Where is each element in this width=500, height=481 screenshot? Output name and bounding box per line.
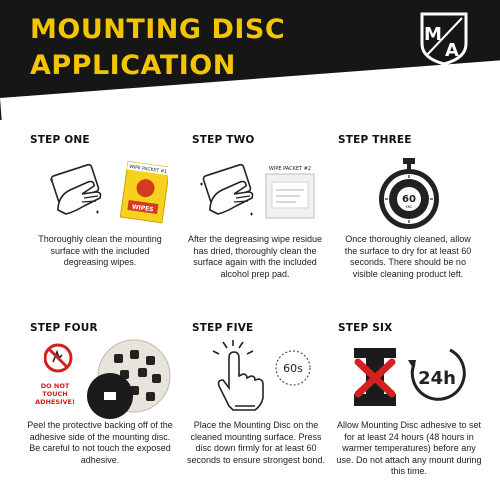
wipe-packet-1-label: WIPE PACKET #1: [128, 164, 168, 175]
step-two-description: After the degreasing wipe residue has dried, thoroughly clean the surface again with the included alcohol prep pad.: [187, 234, 323, 279]
warning-label: [30, 382, 80, 406]
step-four-title: STEP FOUR: [30, 322, 98, 334]
finger-press-icon: [205, 340, 315, 414]
step-two-title: STEP TWO: [192, 134, 255, 146]
step-six-description: Allow Mounting Disc adhesive to set for at least 24 hours (48 hours in warmer temperatures) before any use. Do not attach any mount during this time.: [336, 420, 482, 476]
wipe-packet-1-text: WIPES: [131, 203, 154, 214]
page-title-line2: APPLICATION: [30, 50, 236, 81]
step-three-illustration: [374, 156, 444, 234]
hand-wiping-icon-2: [196, 160, 320, 224]
page-title-line1: MOUNTING DISC: [30, 14, 286, 45]
step-two-illustration: [196, 160, 320, 228]
wipe-packet-2-label: WIPE PACKET #2: [268, 166, 312, 172]
step-four-illustration: [44, 338, 172, 424]
timer-unit: sec: [405, 204, 413, 209]
step-one-title: STEP ONE: [30, 134, 90, 146]
set-time-text: 24h: [418, 368, 456, 389]
stopwatch-icon: [374, 156, 444, 230]
step-four-description: Peel the protective backing off of the adhesive side of the mounting disc. Be careful to not touch the exposed adhesive.: [27, 420, 173, 465]
step-one-description: Thoroughly clean the mounting surface with the included degreasing wipes.: [38, 234, 162, 267]
brand-name: MOB ARMOR.: [408, 68, 480, 77]
step-one-illustration: [44, 160, 168, 228]
step-five-description: Place the Mounting Disc on the cleaned mounting surface. Press disc down firmly for at least 60 seconds to ensure strongest bond.: [186, 420, 326, 465]
logo-monogram-a: A: [445, 40, 459, 61]
header-banner: [0, 0, 500, 120]
timer-value: 60: [402, 194, 416, 205]
logo-monogram-m: M: [424, 24, 442, 45]
mounting-disc-peel-icon: [44, 338, 172, 420]
step-six-title: STEP SIX: [338, 322, 393, 334]
brand-logo: [404, 10, 484, 77]
shield-logo-icon: [416, 10, 472, 66]
step-three-description: Once thoroughly cleaned, allow the surface to dry for at least 60 seconds. There should be no visible cleaning product left.: [344, 234, 472, 279]
step-three-title: STEP THREE: [338, 134, 412, 146]
warning-text: DO NOT TOUCH ADHESIVE!: [35, 382, 75, 406]
no-mount-24h-icon: [352, 338, 476, 416]
step-five-title: STEP FIVE: [192, 322, 254, 334]
step-five-illustration: [205, 340, 315, 418]
hand-wiping-icon: [44, 160, 168, 224]
step-six-illustration: [352, 338, 476, 420]
press-time-text: 60s: [283, 362, 303, 375]
